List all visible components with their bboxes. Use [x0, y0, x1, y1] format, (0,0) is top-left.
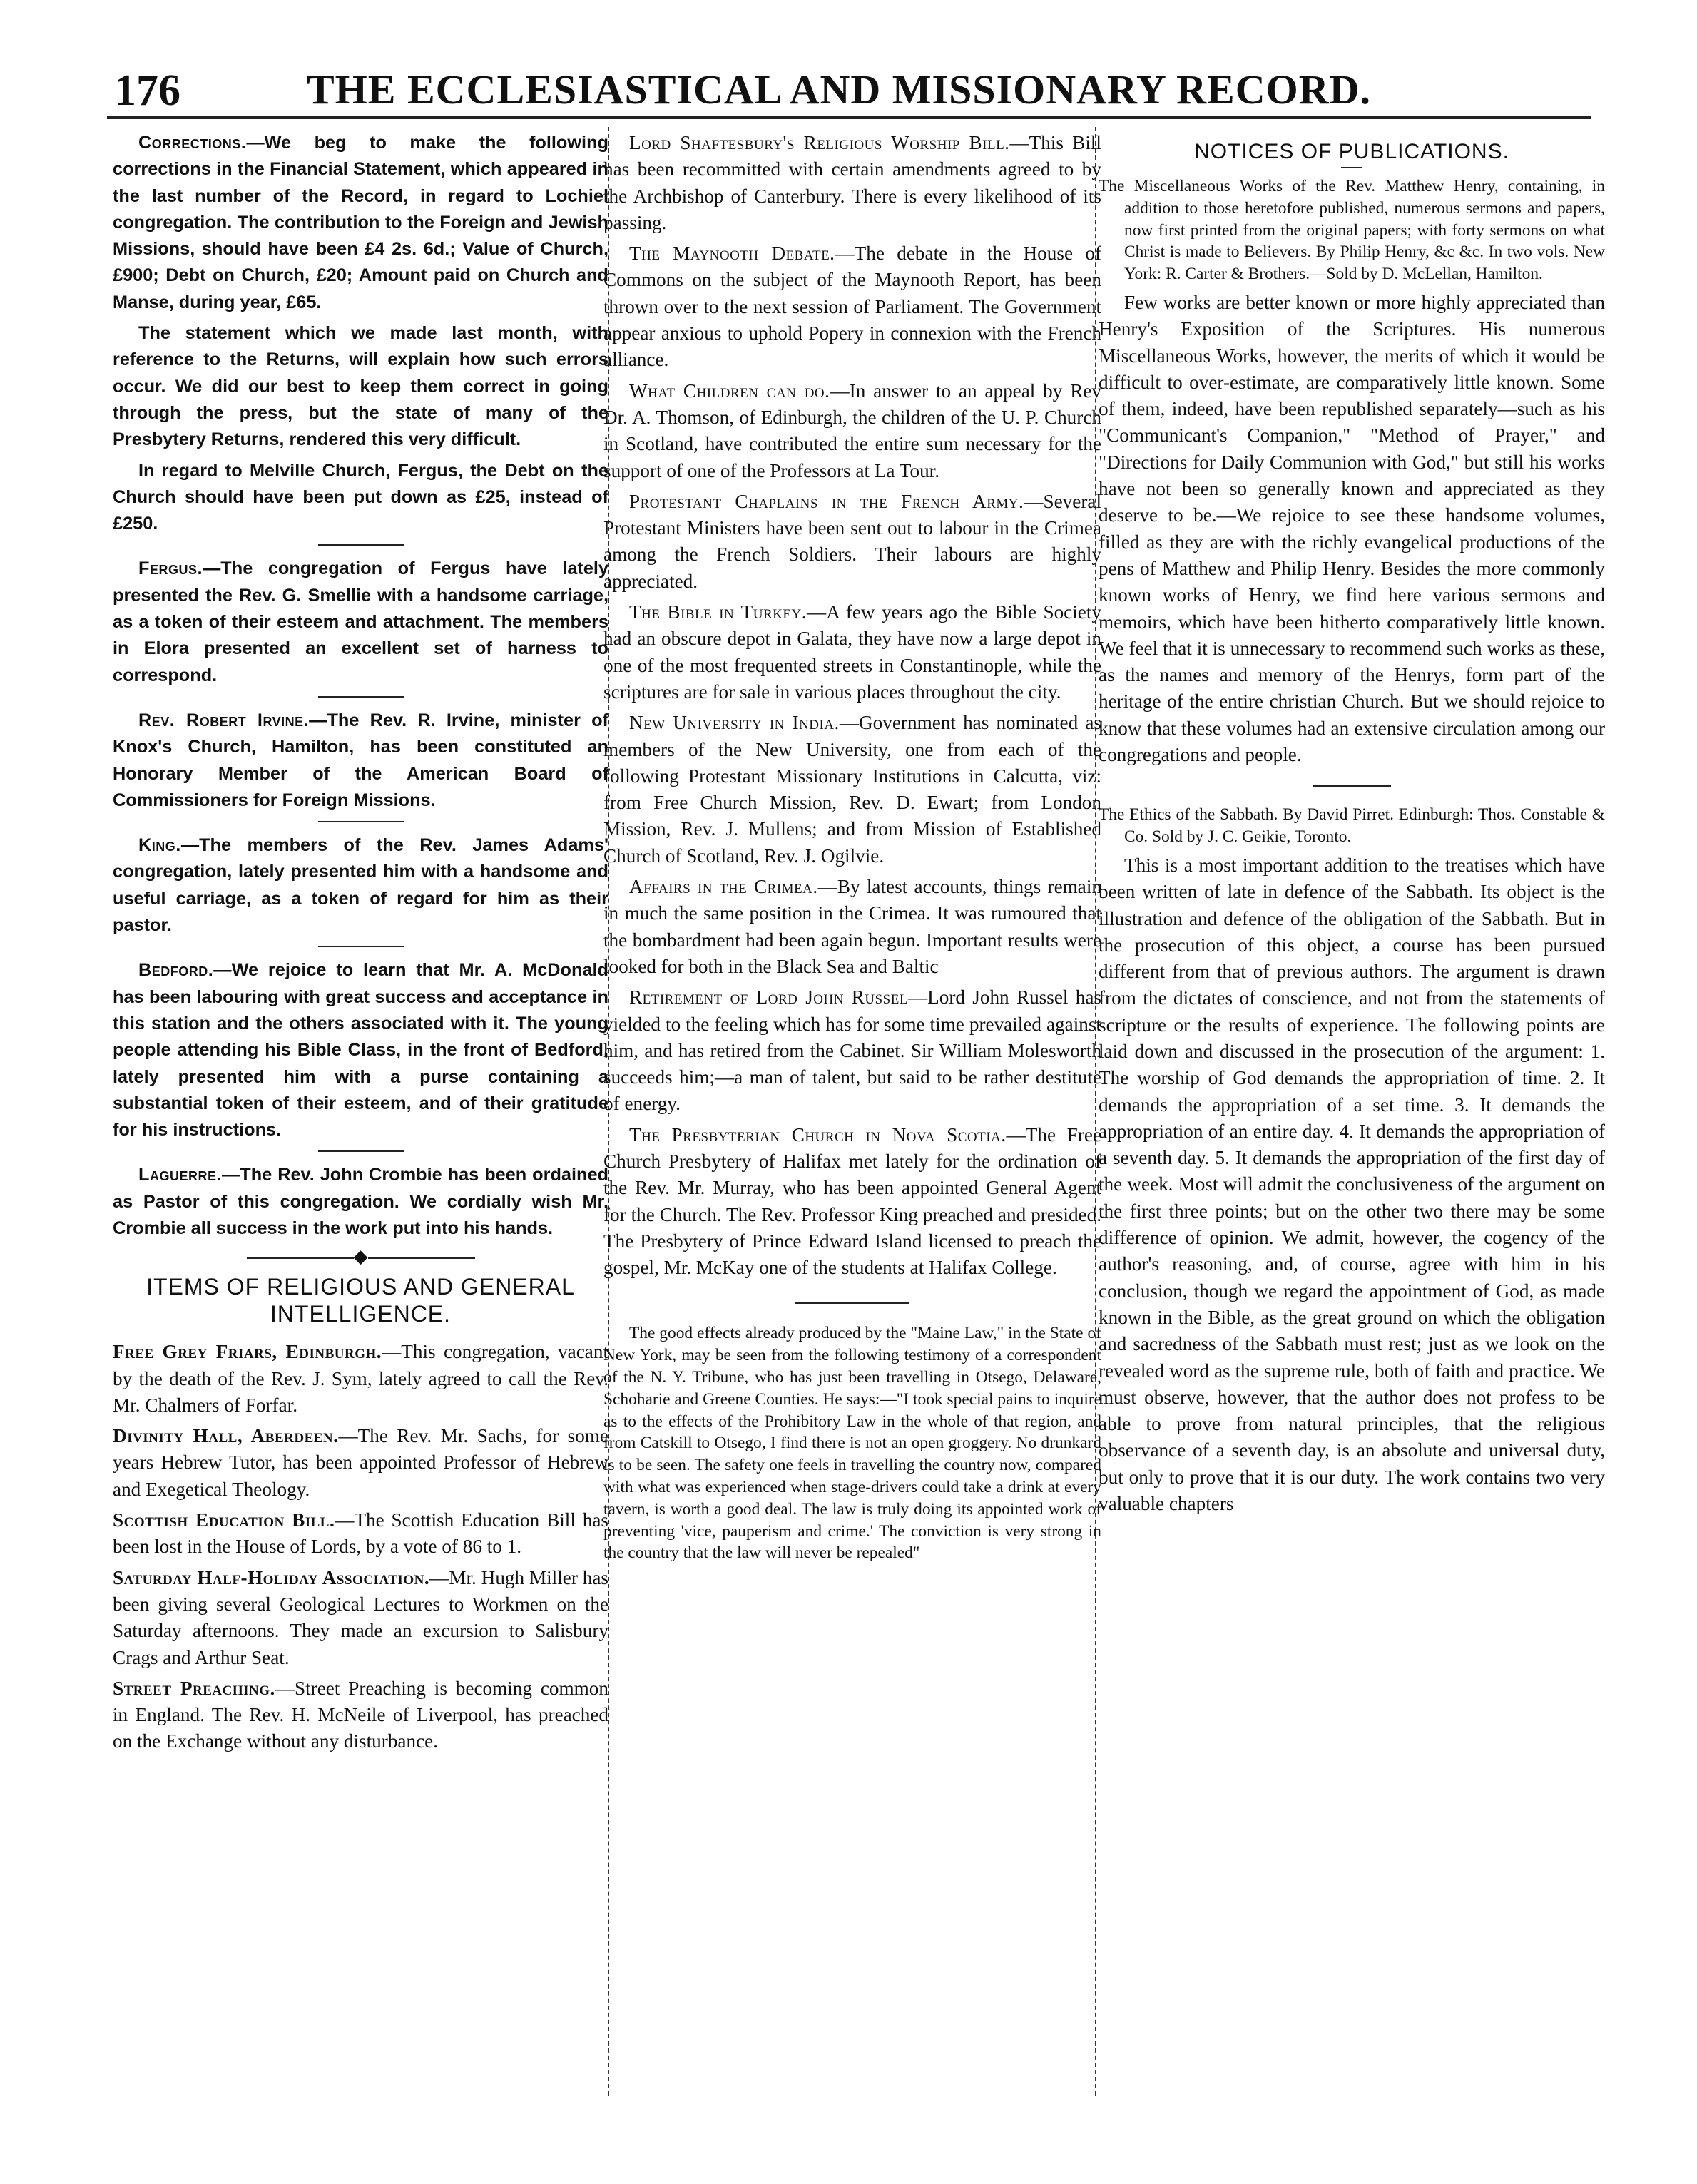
- article-chaplains: [603, 489, 1101, 595]
- article-irvine: [113, 708, 608, 814]
- article-text: —This congregation, vacant by the death of the Rev. J. Sym, lately agreed to call the Rev. Mr. Chalmers of Forfar.: [113, 1341, 608, 1416]
- article-shaftesbury: [603, 130, 1101, 236]
- article-corrections: [113, 130, 608, 316]
- article-lead: New University in India.: [629, 712, 840, 734]
- article-text: —We rejoice to learn that Mr. A. McDonald has been labouring with great success and acceptance in this station and the others associated with it. The young people attending his Bible Class, in the front of Bedford, lately presented him with a purse containing a substantial token of their esteem, and of their gratitude for his instructions.: [113, 960, 608, 1141]
- ornament-divider: ◆: [113, 1246, 608, 1267]
- separator-rule: [318, 696, 404, 698]
- article-text: —The Rev. Mr. Sachs, for some years Hebrew Tutor, has been appointed Professor of Hebrew and Exegetical Theology.: [113, 1425, 608, 1500]
- article-text: —Lord John Russel has yielded to the feeling which has for some time prevailed against him, and has retired from the Cabinet. Sir William Molesworth succeeds him;—a man of talent, but said to be rather destitute of energy.: [603, 986, 1101, 1115]
- publication-title: The Miscellaneous Works of the Rev. Matthew Henry, containing, in addition to those heretofore published, numerous sermons and papers, now first printed from the original papers; with forty sermons on what Christ is made to Believers. By Philip Henry, &c &c. In two vols. New York: R. Carter & Brothers.—Sold by D. McLellan, Hamilton.: [1099, 177, 1605, 284]
- article-text: —In answer to an appeal by Rev Dr. A. Thomson, of Edinburgh, the children of the U. P. Church in Scotland, have contributed the entire sum necessary for the support of one of the Professors at La Tour.: [603, 379, 1101, 481]
- article-lead: Corrections.: [138, 133, 247, 153]
- article-lead: Laguerre.: [138, 1165, 222, 1185]
- article-grey-friars: [113, 1339, 608, 1419]
- article-university-india: [603, 710, 1101, 869]
- separator-rule: [1341, 167, 1362, 168]
- article-text: —This Bill has been recommitted with certain amendments agreed to by the Archbishop of Canterbury. There is every likelihood of its passing.: [603, 132, 1101, 233]
- article-text: —The congregation of Fergus have lately presented the Rev. G. Smellie with a handsome carriage, as a token of their esteem and attachment. The members in Elora presented an excellent set of harness to correspond.: [113, 558, 608, 685]
- publication-review: This is a most important addition to the treatises which have been written of late in defence of the Sabbath. Its object is the illustration and defence of the obligation of the Sabbath. But in the prosecution of this object, a course has been pursued different from that of previous authors. The argument is drawn from the dictates of conscience, and not from the statements of scripture or the results of experience. The following points are laid down and discussed in the prosecution of the argument: 1. The worship of God demands the appropriation of time. 2. It demands the appropriation of a set time. 3. It demands the appropriation of an entire day. 4. It demands the appropriation of a seventh day. 5. It demands the appropriation of the first day of the week. Most will admit the conclusiveness of the argument on the first three points; but on the other two there may be some difference of opinion. We admit, however, the cogency of the author's reasoning, and, of course, agree with him in his conclusion, though we regard the appointment of God, as made known in the Bible, as the great ground on which the obligation and sacredness of the Sabbath must rest; just as we look on the revealed word as the supreme rule, both of faith and practice. We must observe, however, that the author does not profess to be able to prove from natural principles, that the religious observance of a seventh day, is an absolute and universal duty, but only to prove that it is our duty. The work contains two very valuable chapters: [1099, 854, 1605, 1515]
- separator-rule: [318, 821, 404, 822]
- article-king: [113, 832, 608, 939]
- article-lead: Saturday Half-Holiday Association.: [113, 1566, 430, 1588]
- page-header: [107, 66, 1591, 130]
- article-text: —The Rev. John Crombie has been ordained as Pastor of this congregation. We cordially wish Mr. Crombie all success in the work put into his hands.: [113, 1165, 608, 1238]
- article-russel: [603, 984, 1101, 1117]
- article-street-preaching: [113, 1675, 608, 1755]
- article-text: —The debate in the House of Commons on the subject of the Maynooth Report, has been thrown over to the next session of Parliament. The Government appear anxious to uphold Popery in connexion with the French alliance.: [603, 243, 1101, 371]
- article-lead: Rev. Robert Irvine.: [138, 710, 310, 730]
- page-number: 176: [114, 66, 180, 115]
- article-corrections-cont: The statement which we made last month, with reference to the Returns, will explain how such errors occur. We did our best to keep them correct in going through the press, but the state of many of the Presbytery Returns, rendered this very difficult.: [113, 323, 608, 450]
- article-lead: Fergus.: [138, 558, 203, 579]
- separator-rule: [318, 946, 404, 947]
- article-corrections-cont: In regard to Melville Church, Fergus, the Debt on the Church should have been put down as £25, instead of £250.: [113, 460, 608, 534]
- article-bedford: [113, 957, 608, 1143]
- article-text: —Government has nominated as members of the New University, one from each of the following Protestant Missionary Institutions in Calcutta, viz: from Free Church Mission, Rev. D. Ewart; from London Mission, Rev. J. Mullens; and from Mission of Established Church of Scotland, Rev. J. Ogilvie.: [603, 712, 1101, 867]
- article-maynooth: [603, 240, 1101, 373]
- article-maine-law: The good effects already produced by the "Maine Law," in the State of New York, may be seen from the following testimony of a correspondent of the N. Y. Tribune, who has just been travelling in Otsego, Delaware, Schoharie and Greene Counties. He says:—"I took special pains to inquire as to the effects of the Prohibitory Law in the whole of that region, and from Catskill to Otsego, I find there is not an open groggery. No drunkard is to be seen. The safety one feels in travelling the country now, compared with what was experienced when stage-drivers could take a drink at every tavern, is worth a good deal. The law is truly doing its appointed work of preventing 'vice, pauperism and crime.' The conviction is very strong in the country that the law will never be repealed": [603, 1324, 1101, 1563]
- article-text: —A few years ago the Bible Society had an obscure depot in Galata, they have now a large depot in one of the most frequented streets in Constantinople, while the scriptures are for sale in various places throughout the city.: [603, 601, 1101, 703]
- article-children: [603, 378, 1101, 484]
- article-text: —The members of the Rev. James Adams' congregation, lately presented him with a handsome and useful carriage, as a token of regard for him as their pastor.: [113, 835, 608, 936]
- article-lead: The Maynooth Debate.: [629, 243, 835, 265]
- article-lead: The Presbyterian Church in Nova Scotia.: [629, 1123, 1007, 1145]
- article-text: —The Scottish Education Bill has been lost in the House of Lords, by a vote of 86 to 1.: [113, 1509, 608, 1558]
- article-lead: The Bible in Turkey.: [629, 601, 807, 623]
- article-crimea: [603, 874, 1101, 980]
- publication-review: Few works are better known or more highly appreciated than Henry's Exposition of the Scriptures. His numerous Miscellaneous Works, however, the merits of which it would be difficult to over-estimate, are comparatively little known. Some of them, indeed, have been republished separately—such as his "Communicant's Companion," "Method of Prayer," and "Directions for Daily Communion with God," but still his works have not been so generally known and appreciated as they deserve to be.—We rejoice to see these handsome volumes, filled as they are with the richly evangelical productions of the pens of Matthew and Philip Henry. Besides the more commonly known works of Henry, we find here various sermons and memoirs, which have been hitherto comparatively little known. We feel that it is unnecessary to recommend such works as these, as the names and memory of the Henrys, form part of the heritage of the entire christian Church. But we should rejoice to know that these volumes had an extensive circulation among our congregations and people.: [1099, 291, 1605, 766]
- section-heading: ITEMS OF RELIGIOUS AND GENERAL INTELLIGENCE.: [146, 1274, 575, 1327]
- header-rule: [107, 116, 1591, 119]
- article-laguerre: [113, 1162, 608, 1242]
- article-lead: What Children can do.: [629, 379, 830, 402]
- article-lead: Street Preaching.: [113, 1677, 275, 1699]
- article-text: —The Free Church Presbytery of Halifax met lately for the ordination of the Rev. Mr. Murray, who has been appointed General Agent for the Church. The Rev. Professor King preached and presided. The Presbytery of Prince Edward Island licensed to preach the gospel, Mr. McKay one of the students at Halifax College.: [603, 1123, 1101, 1279]
- section-heading: NOTICES OF PUBLICATIONS.: [1194, 140, 1509, 163]
- article-bible-turkey: [603, 599, 1101, 705]
- article-text: —Several Protestant Ministers have been sent out to labour in the Crimea among the French Soldiers. Their labours are highly appreciated.: [603, 490, 1101, 592]
- article-lead: Bedford.: [138, 960, 214, 981]
- article-lead: Retirement of Lord John Russel: [629, 986, 908, 1009]
- article-fergus: [113, 556, 608, 688]
- article-text: —Street Preaching is becoming common in England. The Rev. H. McNeile of Liverpool, has preached on the Exchange without any disturbance.: [113, 1677, 608, 1752]
- article-text: —By latest accounts, things remain in much the same position in the Crimea. It was rumoured that the bombardment had been again begun. Important results were looked for both in the Black Sea and Baltic: [603, 876, 1101, 977]
- article-text: —Mr. Hugh Miller has been giving several Geological Lectures to Workmen on the Saturday afternoons. They made an excursion to Salisbury Crags and Arthur Seat.: [113, 1566, 608, 1668]
- article-nova-scotia: [603, 1122, 1101, 1282]
- separator-rule: [318, 544, 404, 546]
- article-lead: Scottish Education Bill.: [113, 1509, 335, 1531]
- article-half-holiday: [113, 1565, 608, 1671]
- separator-rule: [318, 1150, 404, 1152]
- column-left: [113, 130, 608, 2098]
- article-lead: Free Grey Friars, Edinburgh.: [113, 1341, 382, 1363]
- article-text: —The Rev. R. Irvine, minister of Knox's Church, Hamilton, has been constituted an Honorary Member of the American Board of Commissioners for Foreign Missions.: [113, 710, 608, 810]
- separator-rule: [1313, 785, 1391, 787]
- article-lead: Protestant Chaplains in the French Army.: [629, 490, 1024, 512]
- article-lead: King.: [138, 835, 181, 856]
- column-middle: [603, 130, 1101, 2098]
- publication-title: The Ethics of the Sabbath. By David Pirret. Edinburgh: Thos. Constable & Co. Sold by J. C. Geikie, Toronto.: [1099, 805, 1605, 847]
- article-lead: Lord Shaftesbury's Religious Worship Bill.: [629, 132, 1010, 153]
- article-divinity-hall: [113, 1423, 608, 1503]
- running-title: THE ECCLESIASTICAL AND MISSIONARY RECORD.: [307, 66, 1371, 113]
- column-right: [1099, 130, 1605, 2098]
- article-scottish-education: [113, 1507, 608, 1561]
- separator-rule: [795, 1302, 909, 1304]
- article-lead: Divinity Hall, Aberdeen.: [113, 1425, 339, 1447]
- article-text: —We beg to make the following corrections in the Financial Statement, which appeared in the last number of the Record, in regard to Lochiel congregation. The contribution to the Foreign and Jewish Missions, should have been £4 2s. 6d.; Value of Church, £900; Debt on Church, £20; Amount paid on Church and Manse, during year, £65.: [113, 133, 608, 312]
- article-lead: Affairs in the Crimea.: [629, 876, 818, 898]
